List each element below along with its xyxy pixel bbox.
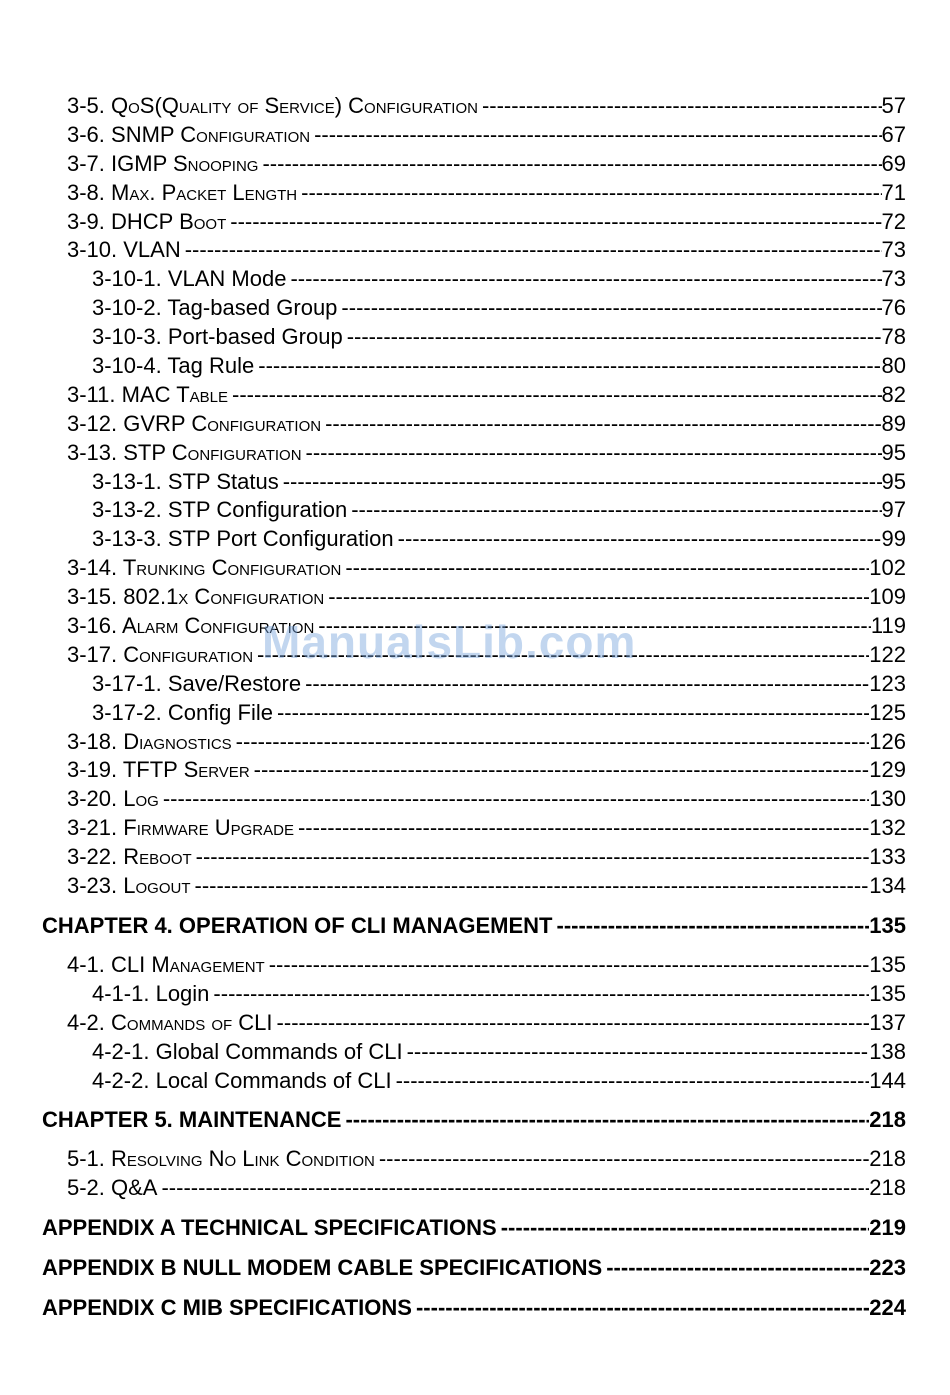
toc-entry-title: 3-18. Diagnostics <box>67 728 232 754</box>
dot-leader <box>230 208 881 237</box>
toc-entry[interactable] <box>67 872 906 901</box>
toc-entry[interactable] <box>92 670 906 699</box>
toc-entry-page: 72 <box>881 208 906 234</box>
dot-leader <box>298 814 869 843</box>
dot-leader <box>557 911 870 941</box>
toc-entry[interactable] <box>92 323 906 352</box>
toc-entry-title: APPENDIX C MIB SPECIFICATIONS <box>42 1295 412 1321</box>
toc-entry[interactable] <box>92 352 906 381</box>
toc-entry-title: 3-17-2. Config File <box>92 699 273 725</box>
toc-entry-title: 4-2-1. Global Commands of CLI <box>92 1038 403 1064</box>
toc-entry[interactable] <box>67 121 906 150</box>
toc-entry-title: 3-12. GVRP Configuration <box>67 410 322 436</box>
toc-entry-title: 3-10. VLAN <box>67 237 181 263</box>
toc-entry-page: 135 <box>869 980 906 1006</box>
toc-entry-page: 89 <box>881 410 906 436</box>
toc-chapter-entry[interactable] <box>42 1253 906 1283</box>
toc-entry-page: 95 <box>881 468 906 494</box>
toc-entry-page: 73 <box>881 237 906 263</box>
toc-entry-page: 218 <box>869 1175 906 1201</box>
table-of-contents <box>0 92 950 1323</box>
toc-entry[interactable] <box>67 439 906 468</box>
toc-entry-title: 3-8. Max. Packet Length <box>67 179 298 205</box>
toc-entry-page: 67 <box>881 121 906 147</box>
toc-entry-title: 3-22. Reboot <box>67 844 192 870</box>
toc-entry-title: 3-13. STP Configuration <box>67 439 302 465</box>
toc-entry-page: 80 <box>881 353 906 379</box>
toc-entry[interactable] <box>67 92 906 121</box>
toc-entry-page: 135 <box>869 912 906 938</box>
dot-leader <box>269 951 870 980</box>
toc-entry[interactable] <box>67 612 906 641</box>
toc-entry-title: 3-7. IGMP Snooping <box>67 150 259 176</box>
toc-entry-title: 3-17. Configuration <box>67 641 254 667</box>
dot-leader <box>347 323 882 352</box>
toc-entry-title: APPENDIX B NULL MODEM CABLE SPECIFICATIONS <box>42 1255 603 1281</box>
toc-entry-page: 57 <box>881 93 906 118</box>
toc-entry-page: 122 <box>869 641 906 667</box>
toc-entry-page: 218 <box>869 1146 906 1172</box>
toc-entry-title: 4-2. Commands of CLI <box>67 1009 273 1035</box>
toc-entry[interactable] <box>67 554 906 583</box>
toc-entry-title: 3-16. Alarm Configuration <box>67 613 315 639</box>
toc-entry-title: 3-10-2. Tag-based Group <box>92 295 338 321</box>
toc-entry-title: 3-21. Firmware Upgrade <box>67 815 294 841</box>
toc-entry[interactable] <box>67 583 906 612</box>
dot-leader <box>379 1145 869 1174</box>
toc-entry[interactable] <box>92 496 906 525</box>
toc-entry-page: 134 <box>869 873 906 899</box>
toc-entry-page: 138 <box>869 1038 906 1064</box>
dot-leader <box>345 1105 869 1135</box>
toc-entry-title: 3-5. QoS(Quality of Service) Configuration <box>67 93 478 118</box>
toc-entry-title: 3-13-2. STP Configuration <box>92 497 348 523</box>
dot-leader <box>306 439 882 468</box>
toc-entry-title: 4-2-2. Local Commands of CLI <box>92 1067 392 1093</box>
dot-leader <box>254 756 870 785</box>
toc-entry-title: APPENDIX A TECHNICAL SPECIFICATIONS <box>42 1215 497 1241</box>
toc-entry[interactable] <box>67 179 906 208</box>
toc-entry[interactable] <box>92 1067 906 1096</box>
toc-entry[interactable] <box>92 1038 906 1067</box>
dot-leader <box>501 1213 870 1243</box>
dot-leader <box>262 150 881 179</box>
dot-leader <box>398 525 882 554</box>
toc-entry-title: 5-2. Q&A <box>67 1175 158 1201</box>
toc-entry[interactable] <box>67 236 906 265</box>
toc-entry-title: 3-13-3. STP Port Configuration <box>92 526 394 552</box>
dot-leader <box>232 381 881 410</box>
toc-entry-page: 109 <box>869 584 906 610</box>
toc-entry-page: 95 <box>881 439 906 465</box>
dot-leader <box>236 728 870 757</box>
dot-leader <box>606 1253 869 1283</box>
toc-entry-page: 76 <box>881 295 906 321</box>
dot-leader <box>277 699 869 728</box>
dot-leader <box>328 583 869 612</box>
toc-entry[interactable] <box>67 208 906 237</box>
toc-chapter-entry[interactable] <box>42 1213 906 1243</box>
toc-entry-page: 132 <box>869 815 906 841</box>
toc-entry-page: 71 <box>881 179 906 205</box>
toc-entry[interactable] <box>67 843 906 872</box>
toc-entry-page: 123 <box>869 670 906 696</box>
toc-entry-page: 78 <box>881 324 906 350</box>
dot-leader <box>416 1293 869 1323</box>
toc-entry-title: CHAPTER 4. OPERATION OF CLI MANAGEMENT <box>42 912 553 938</box>
toc-chapter-entry[interactable] <box>42 1293 906 1323</box>
toc-entry-title: CHAPTER 5. MAINTENANCE <box>42 1107 342 1133</box>
dot-leader <box>325 410 881 439</box>
dot-leader <box>301 179 881 208</box>
toc-entry-title: 3-17-1. Save/Restore <box>92 670 302 696</box>
toc-entry-title: 3-23. Logout <box>67 873 191 899</box>
toc-entry[interactable] <box>67 1009 906 1038</box>
toc-entry[interactable] <box>67 641 906 670</box>
toc-entry-page: 99 <box>881 526 906 552</box>
dot-leader <box>161 1174 869 1203</box>
toc-entry-title: 3-19. TFTP Server <box>67 757 250 783</box>
toc-entry-title: 3-14. Trunking Configuration <box>67 555 342 581</box>
toc-entry-page: 137 <box>869 1009 906 1035</box>
dot-leader <box>341 294 881 323</box>
dot-leader <box>258 352 881 381</box>
toc-entry[interactable] <box>67 728 906 757</box>
toc-entry[interactable] <box>92 265 906 294</box>
dot-leader <box>482 92 882 121</box>
toc-entry-page: 219 <box>869 1215 906 1241</box>
toc-entry-title: 3-10-4. Tag Rule <box>92 353 255 379</box>
toc-entry-title: 3-10-3. Port-based Group <box>92 324 343 350</box>
toc-entry-page: 125 <box>869 699 906 725</box>
dot-leader <box>314 121 881 150</box>
dot-leader <box>290 265 881 294</box>
dot-leader <box>283 468 882 497</box>
dot-leader <box>345 554 869 583</box>
toc-entry[interactable] <box>67 785 906 814</box>
dot-leader <box>305 670 869 699</box>
dot-leader <box>185 236 882 265</box>
toc-entry[interactable] <box>92 699 906 728</box>
watermark: ManualsLib.com <box>262 616 637 668</box>
toc-entry-page: 126 <box>869 728 906 754</box>
toc-entry-page: 119 <box>870 613 906 639</box>
toc-entry-title: 3-15. 802.1x Configuration <box>67 584 325 610</box>
toc-entry[interactable] <box>67 1174 906 1203</box>
toc-entry-title: 5-1. Resolving No Link Condition <box>67 1146 375 1172</box>
toc-entry[interactable] <box>67 814 906 843</box>
toc-entry[interactable] <box>67 1145 906 1174</box>
toc-entry-page: 224 <box>869 1295 906 1321</box>
toc-entry[interactable] <box>92 525 906 554</box>
toc-entry-title: 3-10-1. VLAN Mode <box>92 266 287 292</box>
toc-entry-page: 130 <box>869 786 906 812</box>
toc-chapter-entry[interactable] <box>42 911 906 941</box>
dot-leader <box>407 1038 870 1067</box>
dot-leader <box>318 612 871 641</box>
dot-leader <box>277 1009 870 1038</box>
toc-entry[interactable] <box>67 756 906 785</box>
toc-entry-page: 82 <box>881 381 906 407</box>
toc-entry[interactable] <box>92 294 906 323</box>
toc-entry-page: 218 <box>869 1107 906 1133</box>
toc-entry[interactable] <box>92 468 906 497</box>
toc-entry-title: 3-11. MAC Table <box>67 381 229 407</box>
toc-entry[interactable] <box>67 150 906 179</box>
toc-entry-page: 102 <box>869 555 906 581</box>
toc-entry-page: 129 <box>869 757 906 783</box>
toc-entry-title: 3-6. SNMP Configuration <box>67 121 311 147</box>
toc-entry-page: 97 <box>881 497 906 523</box>
dot-leader <box>196 843 870 872</box>
toc-entry-page: 133 <box>869 844 906 870</box>
toc-entry-title: 3-13-1. STP Status <box>92 468 279 494</box>
toc-entry-title: 3-20. Log <box>67 786 159 812</box>
toc-entry-page: 135 <box>869 951 906 977</box>
dot-leader <box>351 496 881 525</box>
toc-entry-page: 144 <box>869 1067 906 1093</box>
dot-leader <box>396 1067 870 1096</box>
toc-entry[interactable] <box>67 410 906 439</box>
toc-entry-page: 73 <box>881 266 906 292</box>
dot-leader <box>213 980 869 1009</box>
dot-leader <box>257 641 869 670</box>
dot-leader <box>195 872 870 901</box>
toc-entry[interactable] <box>67 951 906 980</box>
toc-entry-page: 223 <box>869 1255 906 1281</box>
toc-entry[interactable] <box>67 381 906 410</box>
toc-entry-title: 3-9. DHCP Boot <box>67 208 227 234</box>
toc-entry-title: 4-1-1. Login <box>92 980 210 1006</box>
toc-entry-page: 69 <box>881 150 906 176</box>
toc-entry-title: 4-1. CLI Management <box>67 951 265 977</box>
dot-leader <box>163 785 869 814</box>
toc-entry[interactable] <box>92 980 906 1009</box>
toc-chapter-entry[interactable] <box>42 1105 906 1135</box>
